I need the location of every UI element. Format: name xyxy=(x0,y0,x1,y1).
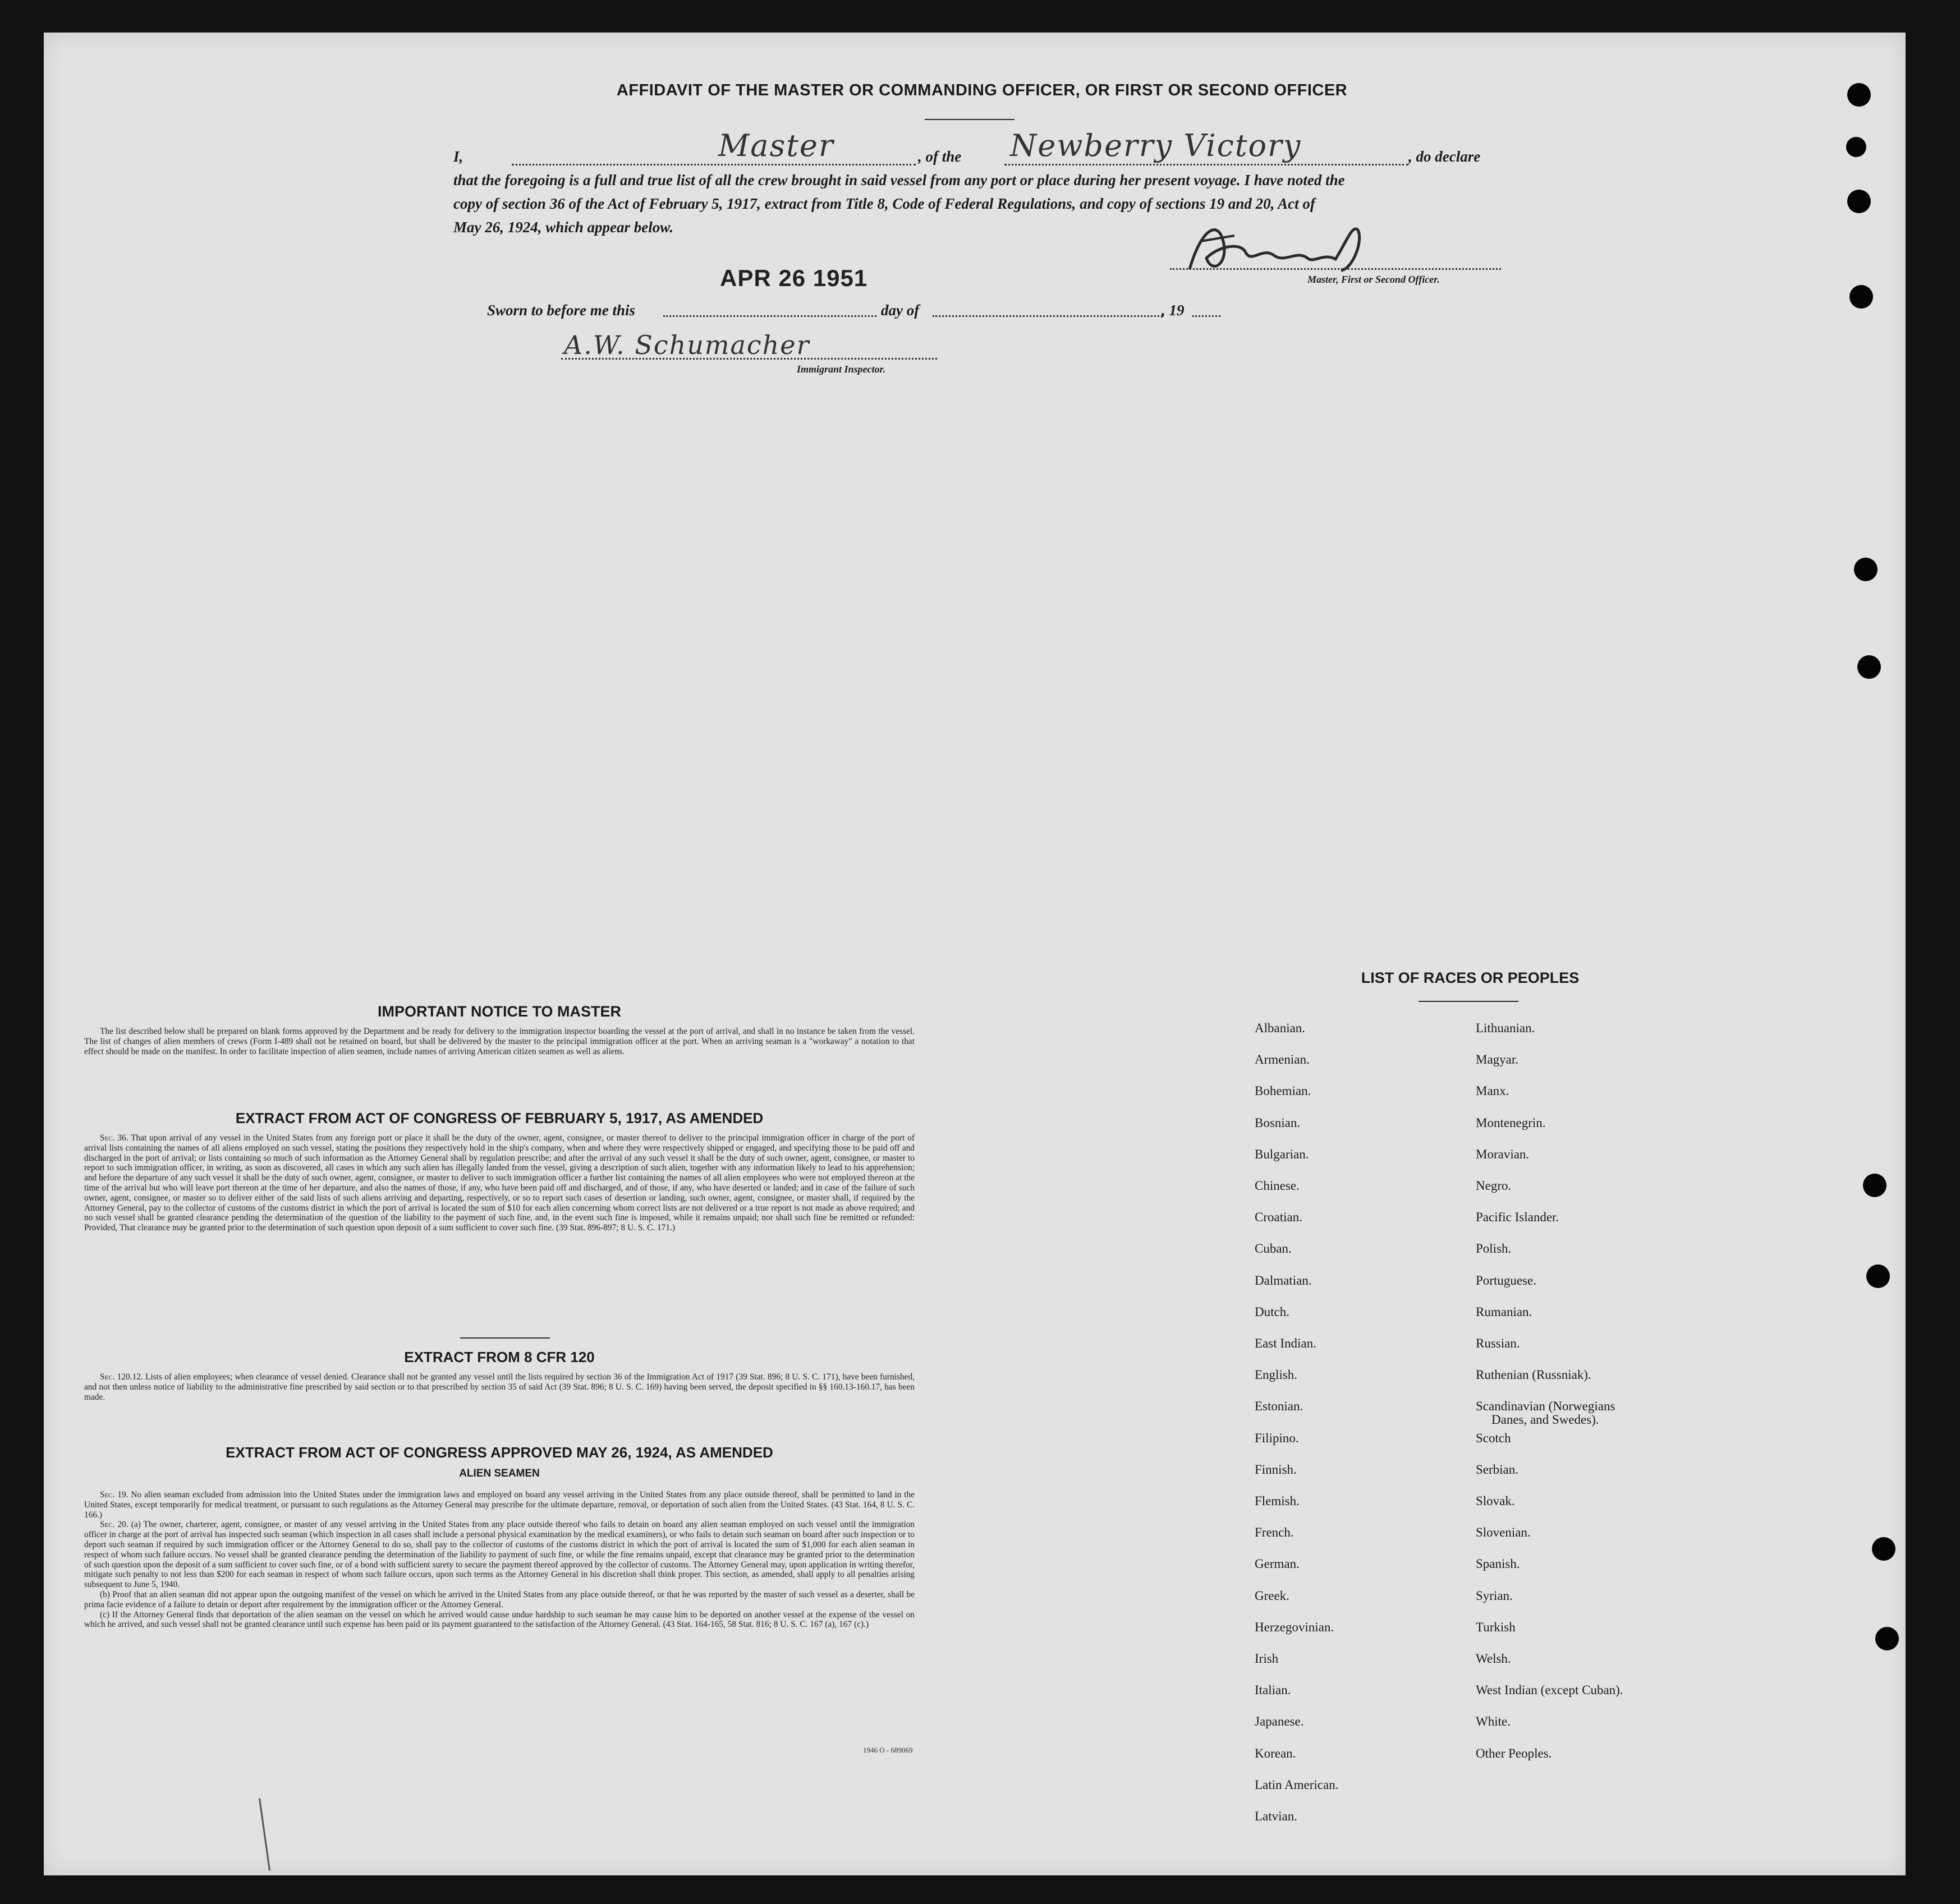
affidavit-line-2: that the foregoing is a full and true list of all the crew brought in said vessel from any port or place during her present voyage. I have noted the xyxy=(453,172,1345,188)
race-item: Scotch xyxy=(1476,1431,1511,1445)
notice-text: The list described below shall be prepared on blank forms approved by the Department and be ready for delivery to the immigration inspector boarding the vessel at the port of arrival, and shall in no instance be taken from the vessel. The list of changes of alien members of crews (Form I-489 shall not be retained on board, but shall be delivered by the master to the principal immigration officer at the port. When an arriving seaman is a "workaway" a notation to that effect should be made on the manifest. In order to facilitate inspection of alien seamen, include names of arriving American citizen seamen as well as aliens. xyxy=(84,1027,915,1056)
race-item: White. xyxy=(1476,1714,1511,1729)
extract-1924-body xyxy=(84,1490,915,1630)
affidavit-of-the: , of the xyxy=(918,148,962,165)
affidavit-line-3: copy of section 36 of the Act of February 5, 1917, extract from Title 8, Code of Federal Regulations, and copy of sections 19 and 20, Act of xyxy=(453,195,1315,212)
master-label: Master, First or Second Officer. xyxy=(1307,274,1440,285)
race-item: Estonian. xyxy=(1255,1399,1303,1414)
race-item: Spanish. xyxy=(1476,1557,1520,1571)
race-item: Dalmatian. xyxy=(1255,1273,1312,1287)
affidavit-line-4: May 26, 1924, which appear below. xyxy=(453,219,674,236)
print-code: 1946 O - 689069 xyxy=(863,1746,913,1754)
punch-hole xyxy=(1863,1174,1886,1197)
section-120-label: Sec. 120.12. xyxy=(100,1372,143,1382)
inspector-line xyxy=(561,358,937,360)
punch-hole xyxy=(1847,83,1871,107)
race-item: Irish xyxy=(1255,1652,1279,1666)
race-item: Herzegovinian. xyxy=(1255,1620,1334,1634)
race-item: Finnish. xyxy=(1255,1462,1297,1477)
sworn-day-blank xyxy=(663,315,876,317)
races-rule xyxy=(1419,1001,1518,1002)
race-item: Latin American. xyxy=(1255,1777,1339,1792)
vessel-blank xyxy=(1004,164,1408,165)
race-item: Dutch. xyxy=(1255,1304,1289,1319)
extract-1917-title: EXTRACT FROM ACT OF CONGRESS OF FEBRUARY 5, 1917, AS AMENDED xyxy=(235,1110,764,1126)
extract-cfr-title: EXTRACT FROM 8 CFR 120 xyxy=(404,1349,595,1365)
race-item: Danes, and Swedes). xyxy=(1491,1413,1599,1427)
section-36-text: That upon arrival of any vessel in the United States from any foreign port or place it shall be the duty of the owner, agent, consignee, or master thereof to deliver to the principal immigration officer in charge of the port of arrival lists containing the names of all aliens employed on such vessel, stating the positions they respectively hold in the ship's company, when and where they were respectively shipped or engaged, and specifying those to be paid off and discharged in the port of arrival; or lists containing so much of such information as the Attorney General shall by regulation prescribe; and after the arrival of any such vessel it shall be the duty of such owner, agent, consignee, or master to report to such immigration officer, in writing, as soon as discovered, all cases in which any such alien has illegally landed from the vessel, giving a description of such alien, together with any information likely to lead to his apprehension; and before the departure of any such vessel it shall be the duty of such owner, agent, consignee, or master to deliver to such immigration officer a further list containing the names of all alien employees who were not employed thereon at the time of the arrival but who will leave port thereon at the time of her departure, and also the names of those, if any, who have been paid off and discharged, and of those, if any, who have deserted or landed; and in case of the failure of such owner, agent, consignee, or master so to deliver either of the said lists of such aliens arriving and departing, respectively, or so to report such cases of desertion or landing, such owner, agent, consignee, or master shall, if required by the Attorney General, pay to the collector of customs of the customs district in which the port of arrival is located the sum of $10 for each alien concerning whom correct lists are not delivered or a true report is not made as above required; and no such vessel shall be granted clearance pending the determination of the question of the liability to the payment of such fine, and, in the event such fine is imposed, while it remains unpaid; nor shall such fine be remitted or refunded: Provided, That clearance may be granted prior to the determination of such question upon deposit of a sum sufficient to cover such fine. (39 Stat. 896-897; 8 U. S. C. 171.) xyxy=(84,1133,915,1233)
race-item: Bohemian. xyxy=(1255,1084,1311,1098)
affidavit-i: I, xyxy=(453,148,463,165)
extract-1917-body xyxy=(84,1133,915,1233)
race-item: Turkish xyxy=(1476,1620,1516,1634)
punch-hole xyxy=(1847,190,1871,213)
race-item: Bosnian. xyxy=(1255,1115,1301,1130)
race-item: Scandinavian (Norwegians xyxy=(1476,1399,1615,1414)
race-item: West Indian (except Cuban). xyxy=(1476,1683,1623,1698)
punch-hole xyxy=(1875,1627,1899,1650)
race-item: Armenian. xyxy=(1255,1052,1310,1067)
day-of-label: day of xyxy=(881,302,920,319)
extract-cfr-body xyxy=(84,1372,915,1402)
race-item: Cuban. xyxy=(1255,1241,1292,1256)
race-item: French. xyxy=(1255,1525,1294,1540)
race-item: Moravian. xyxy=(1476,1147,1530,1161)
affidavit-do-declare: , do declare xyxy=(1408,148,1481,165)
sworn-month-blank xyxy=(933,315,1163,317)
race-item: English. xyxy=(1255,1368,1298,1382)
punch-hole xyxy=(1849,285,1873,309)
race-item: East Indian. xyxy=(1255,1336,1316,1350)
race-item: Serbian. xyxy=(1476,1462,1519,1477)
alien-seamen-subtitle: ALIEN SEAMEN xyxy=(459,1468,540,1479)
handwritten-vessel: Newberry Victory xyxy=(1010,128,1302,163)
year-blank xyxy=(1192,315,1220,317)
race-item: Slovenian. xyxy=(1476,1525,1531,1540)
race-item: Magyar. xyxy=(1476,1052,1519,1067)
inspector-signature: A.W. Schumacher xyxy=(564,330,810,360)
race-item: Welsh. xyxy=(1476,1652,1511,1666)
year-prefix: , 19 xyxy=(1162,302,1185,319)
punch-hole xyxy=(1872,1537,1895,1561)
notice-body xyxy=(84,1027,915,1056)
race-item: Ruthenian (Russniak). xyxy=(1476,1368,1591,1382)
race-item: Japanese. xyxy=(1255,1714,1304,1729)
cfr-rule xyxy=(460,1337,550,1339)
extract-1924-title: EXTRACT FROM ACT OF CONGRESS APPROVED MAY 26, 1924, AS AMENDED xyxy=(226,1444,773,1461)
race-item: Pacific Islander. xyxy=(1476,1210,1559,1225)
race-item: Montenegrin. xyxy=(1476,1115,1546,1130)
section-20a-text: (a) The owner, charterer, agent, consignee, or master of any vessel arriving in the United States from any place outside thereof who fails to detain on board any alien seaman employed on such vessel until the immigration officer in charge at the port of arrival has inspected such seaman (which inspection in all cases shall include a personal physical examination by the medical examiners), or who fails to detain such seaman on board after such inspection or to deport such seaman if required by such immigration officer or the Attorney General to do so, shall pay to the collector of customs of the customs district in which the port of arrival is located the sum of $1,000 for each alien seaman in respect of whom such failure occurs. No vessel shall be granted clearance pending the determination of the liability to payment of such fine, or while the fine remains unpaid, except that clearance may be granted prior to the determination of such question upon the deposit of a sum sufficient to cover such fine, or of a bond with sufficient surety to secure the payment thereof approved by the collector of customs. The Attorney General may, upon application in writing therefor, mitigate such penalty to not less than $200 for each seaman in respect of whom such failure occurs, upon such terms as the Attorney General in his discretion shall think proper. This section, as amended, shall apply to all penalties arising subsequent to June 5, 1940. xyxy=(84,1520,915,1590)
inspector-label: Immigrant Inspector. xyxy=(797,364,886,375)
race-item: Other Peoples. xyxy=(1476,1746,1552,1760)
races-title: LIST OF RACES OR PEOPLES xyxy=(1361,969,1580,986)
title-rule xyxy=(925,119,1015,120)
race-item: Chinese. xyxy=(1255,1179,1300,1193)
section-36-label: Sec. 36. xyxy=(100,1133,128,1143)
punch-hole xyxy=(1866,1264,1890,1288)
section-19-label: Sec. 19. xyxy=(100,1490,128,1500)
race-item: Korean. xyxy=(1255,1746,1296,1760)
race-item: Russian. xyxy=(1476,1336,1520,1350)
race-item: Manx. xyxy=(1476,1084,1509,1098)
handwritten-rank: Master xyxy=(718,128,834,163)
master-signature-line xyxy=(1170,268,1501,270)
race-item: Latvian. xyxy=(1255,1809,1297,1823)
race-item: German. xyxy=(1255,1557,1300,1571)
section-20b-text: (b) Proof that an alien seaman did not appear upon the outgoing manifest of the vessel on which he arrived in the United States from any place outside thereof, or that he was reported by the master of such vessel as a deserter, shall be prima facie evidence of a failure to detain or deport after requirement by the immigration officer or the Attorney General. xyxy=(84,1589,915,1609)
sworn-text: Sworn to before me this xyxy=(487,302,636,319)
race-item: Polish. xyxy=(1476,1241,1512,1256)
section-20-label: Sec. 20. xyxy=(100,1520,128,1530)
race-item: Portuguese. xyxy=(1476,1273,1536,1287)
punch-hole xyxy=(1846,137,1866,157)
race-item: Slovak. xyxy=(1476,1494,1515,1508)
date-stamp: APR 26 1951 xyxy=(720,265,868,291)
race-item: Italian. xyxy=(1255,1683,1291,1698)
race-item: Greek. xyxy=(1255,1588,1289,1603)
race-item: Flemish. xyxy=(1255,1494,1300,1508)
race-item: Bulgarian. xyxy=(1255,1147,1309,1161)
section-120-text: Lists of alien employees; when clearance of vessel denied. Clearance shall not be granted any vessel until the lists required by section 36 of the Immigration Act of 1917 (39 Stat. 896; 8 U. S. C. 171), have been furnished, and not then unless notice of liability to the administrative fine prescribed by said section or to that prescribed by section 35 of said Act (39 Stat. 896; 8 U. S. C. 169) having been served, the deposit specified in §§ 160.13-160.17, has been made. xyxy=(84,1372,915,1402)
punch-hole xyxy=(1857,655,1881,679)
section-19-text: No alien seaman excluded from admission into the United States under the immigration laws and employed on board any vessel arriving in the United States from any place outside thereof, shall be permitted to land in the United States, except temporarily for medical treatment, or pursuant to such regulations as the Attorney General may prescribe for the ultimate departure, removal, or deportation of such alien from the United States. (43 Stat. 164, 8 U. S. C. 166.) xyxy=(84,1490,915,1520)
race-item: Syrian. xyxy=(1476,1588,1513,1603)
rank-blank xyxy=(512,164,916,165)
race-item: Negro. xyxy=(1476,1179,1512,1193)
notice-title: IMPORTANT NOTICE TO MASTER xyxy=(378,1003,621,1020)
race-item: Rumanian. xyxy=(1476,1304,1532,1319)
race-item: Albanian. xyxy=(1255,1021,1306,1035)
race-item: Croatian. xyxy=(1255,1210,1302,1225)
race-item: Filipino. xyxy=(1255,1431,1299,1445)
affidavit-title: AFFIDAVIT OF THE MASTER OR COMMANDING OFFICER, OR FIRST OR SECOND OFFICER xyxy=(616,81,1348,99)
punch-hole xyxy=(1854,558,1878,581)
section-20c-text: (c) If the Attorney General finds that deportation of the alien seaman on the vessel on which he arrived would cause undue hardship to such seaman he may cause him to be deported on another vessel at the expense of the vessel on which he arrived, and such vessel shall not be granted clearance until such expense has been paid or its payment guaranteed to the satisfaction of the Attorney General. (43 Stat. 164-165, 58 Stat. 816; 8 U. S. C. 167 (a), 167 (c).) xyxy=(84,1609,915,1630)
race-item: Lithuanian. xyxy=(1476,1021,1535,1035)
